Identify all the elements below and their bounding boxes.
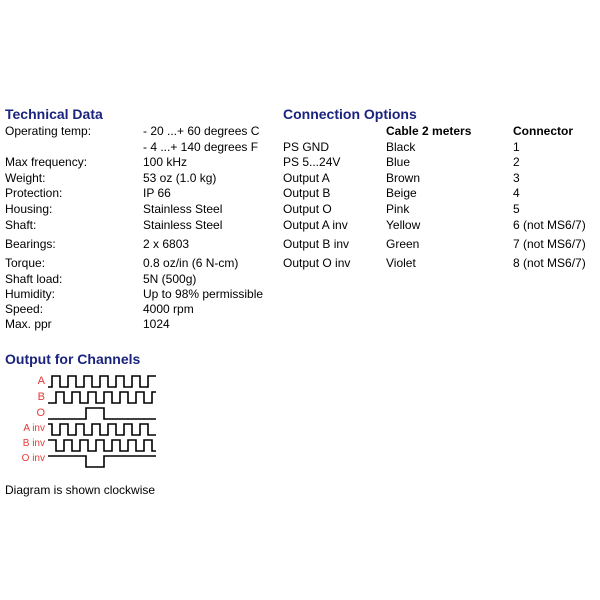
- technical-data-title: Technical Data: [5, 106, 103, 122]
- tech-value: Stainless Steel: [143, 218, 223, 232]
- tech-value: - 20 ...+ 60 degrees C: [143, 124, 260, 138]
- wire-color: Blue: [386, 155, 411, 169]
- wire-color: Yellow: [386, 218, 421, 232]
- signal-name: Output B inv: [283, 237, 350, 251]
- wire-color: Brown: [386, 171, 421, 185]
- tech-label: Humidity:: [5, 287, 56, 301]
- tech-value: 53 oz (1.0 kg): [143, 171, 217, 185]
- connector-pin: 5: [513, 202, 520, 216]
- tech-value: 0.8 oz/in (6 N-cm): [143, 256, 239, 270]
- wire-color: Beige: [386, 186, 417, 200]
- tech-label: Shaft:: [5, 218, 37, 232]
- waveform-o-inv: [48, 456, 156, 467]
- output-channels-title: Output for Channels: [5, 351, 141, 367]
- connector-pin: 3: [513, 171, 520, 185]
- tech-label: Housing:: [5, 202, 53, 216]
- connector-pin: 7 (not MS6/7): [513, 237, 586, 251]
- signal-name: PS GND: [283, 140, 330, 154]
- tech-label: Operating temp:: [5, 124, 92, 138]
- wire-color: Green: [386, 237, 420, 251]
- signal-name: Output A inv: [283, 218, 348, 232]
- tech-label: Protection:: [5, 186, 63, 200]
- tech-value: - 4 ...+ 140 degrees F: [143, 140, 259, 154]
- tech-label: Weight:: [5, 171, 46, 185]
- tech-label: Max. ppr: [5, 317, 52, 331]
- channel-label-b: B: [37, 391, 45, 403]
- waveform-o: [48, 408, 156, 419]
- connector-pin: 2: [513, 155, 520, 169]
- tech-label: Max frequency:: [5, 155, 88, 169]
- tech-label: Bearings:: [5, 237, 56, 251]
- signal-name: Output O inv: [283, 256, 351, 270]
- channel-label-o-inv: O inv: [21, 453, 45, 464]
- connection-options-title: Connection Options: [283, 106, 417, 122]
- waveform-a: [48, 376, 156, 387]
- wire-color: Black: [386, 140, 416, 154]
- waveform-b-inv: [48, 440, 156, 451]
- signal-name: Output O: [283, 202, 332, 216]
- channel-label-o: O: [36, 407, 45, 419]
- diagram-caption: Diagram is shown clockwise: [5, 483, 156, 497]
- signal-name: Output A: [283, 171, 330, 185]
- connector-pin: 6 (not MS6/7): [513, 218, 586, 232]
- connector-pin: 1: [513, 140, 520, 154]
- channel-waveform-diagram: [46, 372, 166, 468]
- tech-value: 1024: [143, 317, 170, 331]
- waveform-b: [48, 392, 156, 403]
- tech-label: Torque:: [5, 256, 46, 270]
- tech-value: 100 kHz: [143, 155, 188, 169]
- signal-name: Output B: [283, 186, 331, 200]
- waveform-a-inv: [48, 424, 156, 435]
- column-header-connector: Connector: [513, 124, 573, 138]
- connector-pin: 4: [513, 186, 520, 200]
- channel-label-b-inv: B inv: [22, 438, 45, 449]
- tech-value: Up to 98% permissible: [143, 287, 264, 301]
- connector-pin: 8 (not MS6/7): [513, 256, 586, 270]
- tech-label: Shaft load:: [5, 272, 63, 286]
- channel-label-a-inv: A inv: [23, 423, 45, 434]
- tech-value: 4000 rpm: [143, 302, 194, 316]
- tech-value: 2 x 6803: [143, 237, 190, 251]
- wire-color: Violet: [386, 256, 416, 270]
- wire-color: Pink: [386, 202, 410, 216]
- signal-name: PS 5...24V: [283, 155, 341, 169]
- channel-label-a: A: [37, 375, 45, 387]
- tech-label: Speed:: [5, 302, 44, 316]
- tech-value: 5N (500g): [143, 272, 197, 286]
- column-header-cable: Cable 2 meters: [386, 124, 472, 138]
- tech-value: Stainless Steel: [143, 202, 223, 216]
- tech-value: IP 66: [143, 186, 171, 200]
